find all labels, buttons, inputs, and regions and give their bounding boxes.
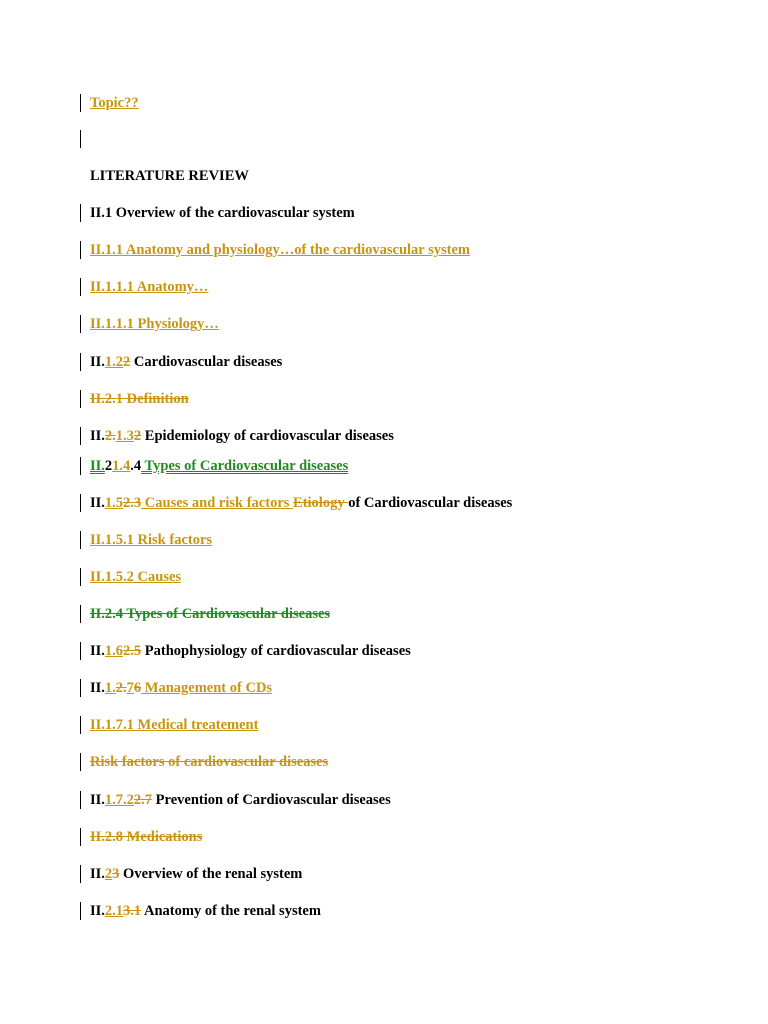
toc-entry-text: Cardiovascular diseases [130,354,283,370]
toc-entry-text: II.1 Overview of the cardiovascular system [90,205,355,221]
toc-entry-text: II.1.1.1 Anatomy… [90,279,209,295]
prefix: II. [90,680,105,696]
toc-entry-text: II.1.1 Anatomy and physiology…of the cardiovascular system [90,242,470,258]
inserted-number: 1.4 [112,458,131,474]
deleted-number: 2.5 [123,643,142,659]
inserted-number: 1.5 [104,495,124,511]
toc-entry-text: II.1.5.1 Risk factors [90,532,213,548]
change-bar [80,130,81,148]
change-bar [80,568,81,586]
prefix: II. [90,458,105,474]
inserted-text: Management of CDs [141,680,273,696]
toc-entry [90,204,355,222]
prefix: II. [90,643,105,659]
change-bar [80,94,81,112]
toc-entry [90,278,208,296]
toc-entry-text: II.1.1.1 Physiology… [90,316,219,332]
toc-entry [90,427,394,445]
topic-text: Topic?? [90,95,139,111]
toc-entry [90,494,512,512]
section-heading: LITERATURE REVIEW [90,168,249,184]
change-bar [80,679,81,697]
change-bar [80,642,81,660]
inserted-text: Causes and risk factors [141,495,294,511]
change-bar [80,791,81,809]
toc-entry [90,531,212,549]
change-bar [80,241,81,259]
change-bar [80,390,81,408]
change-bar [80,865,81,883]
topic-line [90,94,139,112]
toc-entry-text: Anatomy of the renal system [141,903,321,919]
inserted-number: 2 [104,866,113,882]
deleted-number: 2. [104,428,116,444]
toc-entry-text: II.1.7.1 Medical treatement [90,717,259,733]
change-bar [80,494,81,512]
toc-entry [90,457,348,475]
toc-entry [90,753,328,771]
deleted-number: 2.7 [133,792,153,808]
deleted-number: 3.1 [123,903,142,919]
change-bar [80,753,81,771]
change-bar [80,716,81,734]
change-bar [80,605,81,623]
moved-deleted-text: II.2.4 Types of Cardiovascular diseases [90,606,331,622]
deleted-number: 2 [133,428,142,444]
change-bar [80,278,81,296]
inserted-number: 2.1 [104,903,124,919]
number: 2 [104,458,113,474]
toc-entry-text: of Cardiovascular diseases [348,495,513,511]
deleted-number: 2.3 [123,495,142,511]
deleted-text: Etiology [293,495,349,511]
deleted-text: II.2.1 Definition [90,391,189,407]
inserted-number: 1.2 [104,354,124,370]
toc-entry [90,679,272,697]
change-bar [80,828,81,846]
change-bar [80,427,81,445]
inserted-number: 1. [104,680,116,696]
toc-entry [90,642,411,660]
change-bar [80,204,81,222]
inserted-number: 1.6 [104,643,124,659]
toc-entry-text: Pathophysiology of cardiovascular diseases [141,643,411,659]
toc-entry [90,605,330,623]
prefix: II. [90,495,105,511]
change-bar [80,531,81,549]
toc-entry [90,568,181,586]
toc-entry [90,241,470,259]
deleted-number: 2. [115,680,127,696]
deleted-number: 3 [112,866,120,882]
prefix: II. [90,428,105,444]
toc-entry [90,828,202,846]
change-bar [80,315,81,333]
toc-entry [90,902,321,920]
toc-entry-text: II.1.5.2 Causes [90,569,182,585]
deleted-number: 2 [123,354,131,370]
prefix: II. [90,903,105,919]
inserted-number: 1.3 [115,428,134,444]
toc-entry [90,353,282,371]
toc-entry [90,791,391,809]
change-bar [80,353,81,371]
toc-entry [90,315,219,333]
toc-entry-text: Overview of the renal system [119,866,303,882]
prefix: II. [90,354,105,370]
toc-entry [90,716,258,734]
prefix: II. [90,792,105,808]
deleted-number: 6 [133,680,142,696]
prefix: II. [90,866,105,882]
toc-entry-text: Epidemiology of cardiovascular diseases [141,428,394,444]
toc-entry-text: Prevention of Cardiovascular diseases [152,792,391,808]
moved-text: Types of Cardiovascular diseases [141,458,349,474]
change-bar [80,902,81,920]
deleted-text: II.2.8 Medications [90,829,203,845]
toc-entry [90,390,189,408]
inserted-number: 1.7.2 [104,792,134,808]
deleted-text: Risk factors of cardiovascular diseases [90,754,329,770]
inserted-number: 7 [126,680,134,696]
number: .4 [130,458,142,474]
toc-entry [90,865,302,883]
change-bar [80,457,81,475]
